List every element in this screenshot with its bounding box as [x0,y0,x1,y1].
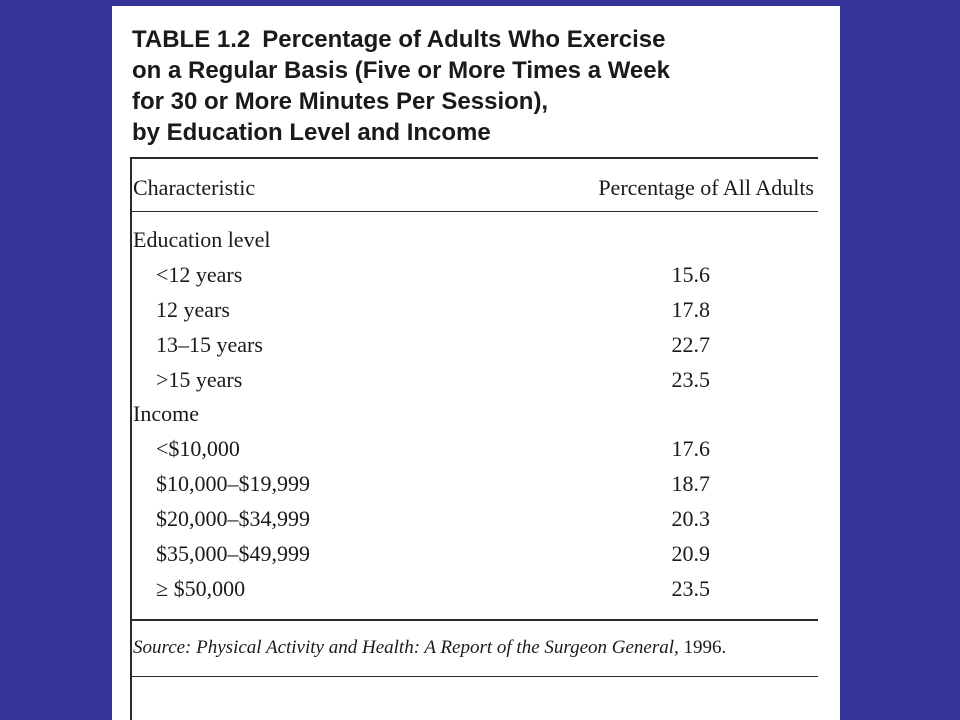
row-label: 13–15 years [156,332,263,357]
title-line-3: for 30 or More Minutes Per Session), [132,88,549,115]
column-header-characteristic: Characteristic [133,175,256,200]
row-value: 23.5 [671,367,710,392]
title-line-2: on a Regular Basis (Five or More Times a Week [132,57,670,84]
table-row [0,471,960,506]
group-label: Income [133,401,199,426]
header-rule [130,211,818,212]
group-heading-income [0,401,960,436]
row-label: ≥ $50,000 [156,576,246,601]
row-label: <12 years [156,262,243,287]
group-label: Education level [133,227,271,252]
row-value: 23.5 [671,576,710,601]
row-value: 20.3 [671,506,710,531]
column-header-percentage: Percentage of All Adults [598,175,814,200]
footer-rule [130,676,818,677]
group-heading-education [0,227,960,262]
table-row [0,436,960,471]
table-row [0,332,960,367]
row-value: 17.8 [671,297,710,322]
row-label: $10,000–$19,999 [156,471,310,496]
table-row [0,576,960,611]
row-label: 12 years [156,297,230,322]
table-row [0,506,960,541]
source-note [133,637,726,659]
row-value: 20.9 [671,541,710,566]
table-row [0,367,960,402]
table-row [0,262,960,297]
table-title [132,24,670,148]
title-line-4: by Education Level and Income [132,119,491,146]
row-label: $20,000–$34,999 [156,506,310,531]
source-year: 1996. [683,637,727,658]
source-text: Source: Physical Activity and Health: A Report of the Surgeon General, [133,637,679,658]
row-label: <$10,000 [156,436,240,461]
title-line-1: Percentage of Adults Who Exercise [262,26,666,53]
bottom-rule [130,619,818,621]
row-value: 22.7 [671,332,710,357]
row-value: 18.7 [671,471,710,496]
row-value: 17.6 [671,436,710,461]
row-value: 15.6 [671,262,710,287]
table-number: TABLE 1.2 [132,26,251,53]
table-row [0,297,960,332]
row-label: $35,000–$49,999 [156,541,310,566]
top-rule [130,157,818,159]
table-row [0,541,960,576]
row-label: >15 years [156,367,243,392]
